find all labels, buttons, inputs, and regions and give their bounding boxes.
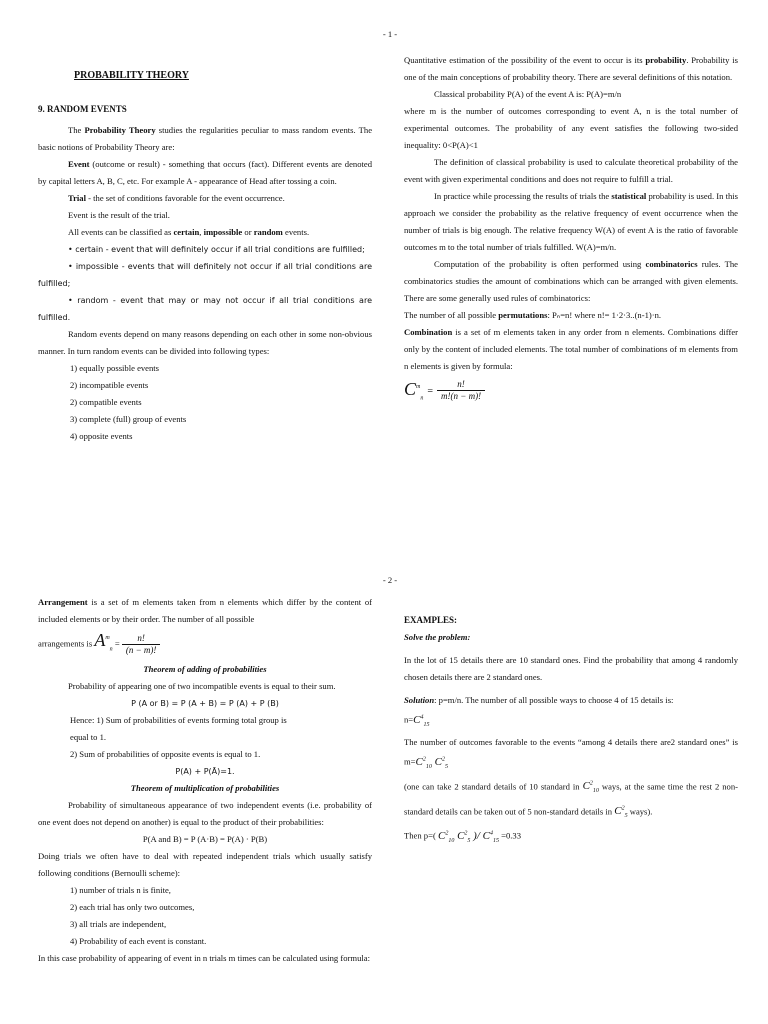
- left-column-page2: [38, 594, 372, 967]
- adding-formula: P (A or B) = P (A + B) = P (A) + P (B): [131, 698, 279, 708]
- list-item: 4) opposite events: [70, 431, 133, 441]
- favorable-text: The number of outcomes favorable to the events “among 4 details there are2 standard ones” is $m=C^2_{10}$ $C^2_5$: [404, 736, 738, 770]
- probability-intro: Quantitative estimation of the possibility of the event to occur is its probability. Probability is one of the main conceptions of probability theory. There are several definitions of this notation.: [404, 55, 739, 82]
- list-item: 2) each trial has only two outcomes,: [70, 901, 195, 912]
- adding-text: Probability of appearing one of two incompatible events is equal to their sum.: [68, 680, 336, 691]
- opposite-formula: P(A) + P(Ā)=1.: [175, 766, 235, 776]
- trial-definition: Trial - the set of conditions favorable for the event occurrence.: [68, 193, 285, 203]
- event-definition: Event (outcome or result) - something that occurs (fact). Different events are denoted by capital letters A, B, C, etc. For example A - appearance of Head after tossing a coin.: [38, 159, 372, 186]
- multiplication-formula: P(A and B) = P (A·B) = P(A) · P(B): [142, 833, 268, 844]
- problem-text: In the lot of 15 details there are 10 standard ones. Find the probability that among 4 randomly chosen details there are 2 standard ones.: [404, 655, 738, 682]
- list-item: 2) incompatible events: [70, 380, 149, 390]
- arrangement-definition: Arrangement is a set of m elements taken from n elements which differ by the content of included elements or by their order. The number of all possible: [38, 597, 372, 624]
- page-number: - 1 -: [382, 29, 398, 39]
- combinatorics-paragraph: Computation of the probability is often performed using combinatorics rules. The combinatorics studies the amount of combinations which can be arranged with given elements. There are some generally used rules of combinatorics:: [404, 259, 738, 303]
- hence-1b: equal to 1.: [70, 731, 107, 742]
- page-title: PROBABILITY THEORY: [74, 70, 189, 81]
- then-text: Then p=( $C^2_{10}$ $C^2_5$ )/ $C^4_{15} =0.33$: [404, 830, 522, 845]
- list-item: 3) complete (full) group of events: [70, 414, 187, 424]
- right-column-page1: [404, 52, 738, 402]
- combination-formula: $C^m_n$ = $\frac{n!}{m!(n - m)!}$: [404, 375, 738, 402]
- event-result: Event is the result of the trial.: [68, 210, 170, 220]
- definition-paragraph: The definition of classical probability is used to calculate theoretical probability of the event with given experimental conditions and does not require to fulfill a trial.: [404, 157, 738, 184]
- left-column-page1: [38, 122, 372, 445]
- arrangement-formula: arrangements is $A^m_n$ = $\frac{n!}{(n - m)!}$: [38, 628, 372, 661]
- bernoulli-text: Doing trials we often have to deal with repeated independent trials which usually satisfy following conditions (Bernoulli scheme):: [38, 850, 372, 878]
- list-item: 1) equally possible events: [70, 363, 160, 373]
- take-text: (one can take 2 standard details of 10 standard in $C^2_{10}$ ways, at the same time the rest 2 non-standard details can be taken out of 5 non-standard details in $C^2_5$ ways).: [404, 780, 738, 820]
- list-item: 1) number of trials n is finite,: [70, 884, 171, 895]
- section-heading: 9. RANDOM EVENTS: [38, 104, 127, 114]
- list-item: 2) compatible events: [70, 397, 142, 407]
- intro-paragraph: The Probability Theory studies the regularities peculiar to mass random events. The basic notions of Probability Theory are:: [38, 125, 373, 152]
- bullet-certain: • certain - event that will definitely occur if all trial conditions are fulfilled;: [68, 245, 365, 254]
- hence-2: 2) Sum of probabilities of opposite events is equal to 1.: [70, 748, 261, 759]
- event-classification: All events can be classified as certain, impossible or random events.: [68, 227, 310, 237]
- right-column-page2: [404, 612, 738, 850]
- solution-text: Solution: p=m/n. The number of all possible ways to choose 4 of 15 details is:: [404, 695, 674, 705]
- bullet-random: • random - event that may or may not occur if all trial conditions are fulfilled.: [38, 296, 372, 322]
- page-number: - 2 -: [382, 575, 398, 585]
- bullet-impossible: • impossible - events that will definitely not occur if all trial conditions are fulfilled;: [38, 262, 372, 288]
- multiplication-text: Probability of simultaneous appearance of two independent events (i.e. probability of one event does not depend on another) is equal to the product of their probabilities:: [38, 799, 372, 827]
- combination-definition: Combination is a set of m elements taken in any order from n elements. Combinations differ only by the content of included elements. The total number of combinations of m elements from n elements is given by formula:: [404, 327, 738, 371]
- where-paragraph: where m is the number of outcomes corresponding to event A, n is the total number of experimental outcomes. The probability of any event satisfies the following two-sided inequality: 0<P(A)<1: [404, 106, 738, 150]
- permutations-line: The number of all possible permutations: Pₙ=n! where n!= 1·2·3..(n-1)·n.: [404, 310, 662, 320]
- list-item: 3) all trials are independent,: [70, 918, 167, 929]
- classical-probability: Classical probability P(A) of the event A is: P(A)=m/n: [434, 89, 622, 99]
- statistical-paragraph: In practice while processing the results of trials the statistical probability is used. In this approach we consider the probability as the relative frequency of event occurrence when the number of trials is big enough. The relative frequency W(A) of event A is the ratio of favorable outcomes m to the total number of trials fulfilled. W(A)=m/n.: [404, 191, 738, 252]
- examples-heading: EXAMPLES:: [404, 615, 458, 625]
- theorem-adding-heading: Theorem of adding of probabilities: [143, 663, 267, 674]
- hence-1: Hence: 1) Sum of probabilities of events forming total group is: [70, 714, 287, 725]
- random-events-paragraph: Random events depend on many reasons depending on each other in some non-obvious manner. In turn random events can be divided into following types:: [38, 329, 372, 356]
- n-equation: $n=C^4_{15}$: [404, 713, 430, 728]
- solve-heading: Solve the problem:: [404, 632, 471, 642]
- bernoulli-case-text: In this case probability of appearing of event in n trials m times can be calculated using formula:: [38, 952, 370, 963]
- theorem-multiplication-heading: Theorem of multiplication of probabilities: [130, 782, 280, 793]
- list-item: 4) Probability of each event is constant.: [70, 935, 207, 946]
